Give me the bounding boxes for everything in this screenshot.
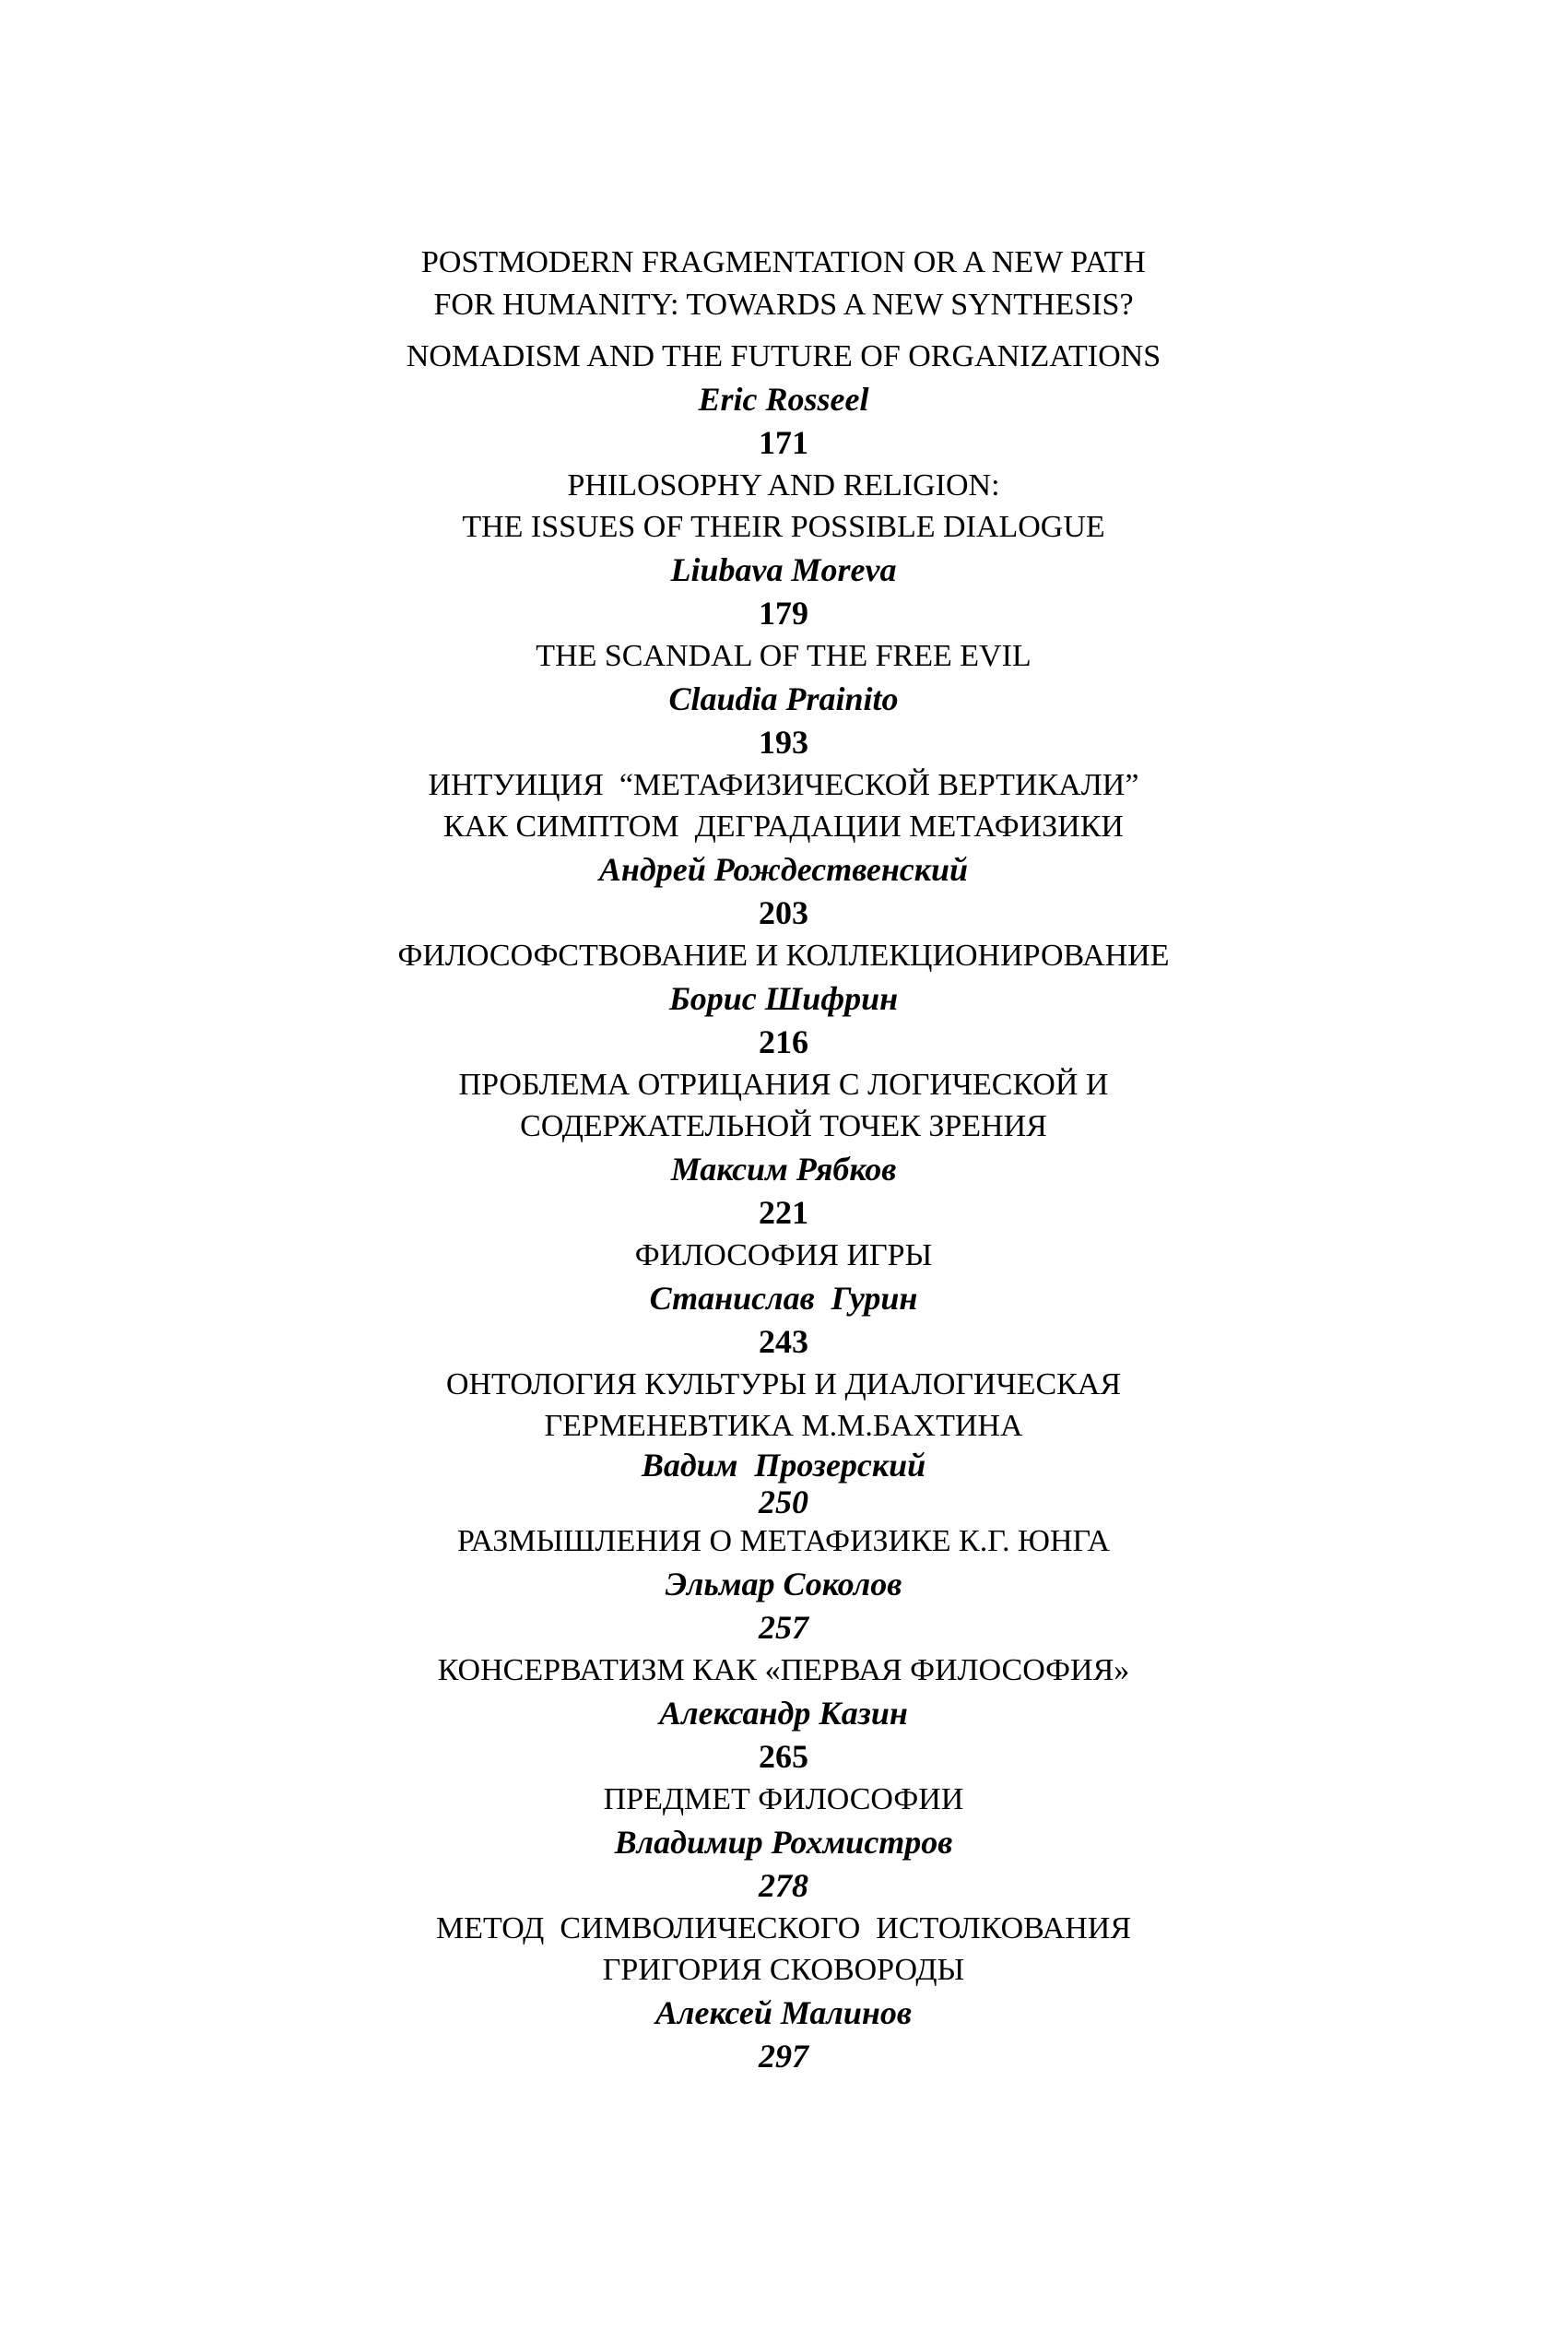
entry-title bbox=[230, 336, 1337, 377]
entry-title bbox=[230, 465, 1337, 548]
toc-entry bbox=[230, 935, 1337, 1064]
entry-title bbox=[230, 635, 1337, 677]
entry-page-number: 278 bbox=[759, 1867, 808, 1904]
entry-page-number: 250 bbox=[759, 1484, 808, 1520]
entry-title bbox=[230, 1649, 1337, 1691]
entry-title-line: КАК СИМПТОМ ДЕГРАДАЦИИ МЕТАФИЗИКИ bbox=[443, 810, 1124, 844]
entry-page-number: 221 bbox=[759, 1194, 808, 1231]
entry-author: Борис Шифрин bbox=[668, 980, 899, 1017]
entry-title bbox=[230, 935, 1337, 976]
entry-title-line: ФИЛОСОФИЯ ИГРЫ bbox=[634, 1238, 933, 1272]
entry-page-number: 203 bbox=[759, 894, 808, 931]
entry-title-line: NOMADISM AND THE FUTURE OF ORGANIZATIONS bbox=[406, 339, 1161, 373]
entry-title-line: РАЗМЫШЛЕНИЯ О МЕТАФИЗИКЕ К.Г. ЮНГА bbox=[456, 1524, 1111, 1558]
toc-entry bbox=[230, 465, 1337, 635]
entry-page-number: 243 bbox=[759, 1323, 808, 1360]
entry-title bbox=[230, 1779, 1337, 1820]
entry-author: Алексей Малинов bbox=[655, 1994, 912, 2031]
toc-entry bbox=[230, 1064, 1337, 1235]
entry-title-line: ПРОБЛЕМА ОТРИЦАНИЯ С ЛОГИЧЕСКОЙ И bbox=[458, 1068, 1109, 1102]
entry-page-number: 193 bbox=[759, 724, 808, 761]
entry-author: Вадим Прозерский bbox=[641, 1447, 926, 1484]
toc-entry bbox=[230, 1908, 1337, 2078]
entry-author: Эльмар Соколов bbox=[665, 1566, 902, 1602]
entry-title bbox=[230, 1235, 1337, 1276]
entry-title-line: THE SCANDAL OF THE FREE EVIL bbox=[536, 639, 1032, 673]
section-title-line: POSTMODERN FRAGMENTATION OR A NEW PATH bbox=[421, 245, 1146, 279]
entry-title-line: ОНТОЛОГИЯ КУЛЬТУРЫ И ДИАЛОГИЧЕСКАЯ bbox=[445, 1367, 1122, 1401]
entry-title bbox=[230, 764, 1337, 847]
entry-author: Максим Рябков bbox=[670, 1151, 897, 1188]
toc-entry bbox=[230, 1649, 1337, 1779]
entry-page-number: 297 bbox=[759, 2038, 808, 2075]
toc-entry bbox=[230, 1520, 1337, 1649]
entry-title-line: ИНТУИЦИЯ “МЕТАФИЗИЧЕСКОЙ ВЕРТИКАЛИ” bbox=[428, 768, 1139, 802]
entry-author: Владимир Рохмистров bbox=[614, 1824, 953, 1861]
entry-author: Александр Казин bbox=[659, 1695, 908, 1732]
section-title-line: FOR HUMANITY: TOWARDS A NEW SYNTHESIS? bbox=[433, 288, 1134, 322]
entry-author: Андрей Рождественский bbox=[598, 851, 969, 888]
entry-page-number: 265 bbox=[759, 1738, 808, 1775]
entry-title-line: THE ISSUES OF THEIR POSSIBLE DIALOGUE bbox=[462, 510, 1105, 544]
entry-author: Claudia Prainito bbox=[668, 680, 899, 717]
section-title bbox=[230, 242, 1337, 326]
entry-page-number: 179 bbox=[759, 595, 808, 632]
toc-entry bbox=[230, 764, 1337, 935]
entry-title-line: КОНСЕРВАТИЗМ КАК «ПЕРВАЯ ФИЛОСОФИЯ» bbox=[437, 1653, 1130, 1687]
entry-title-line: ГЕРМЕНЕВТИКА М.М.БАХТИНА bbox=[544, 1409, 1023, 1443]
entry-title-line: ПРЕДМЕТ ФИЛОСОФИИ bbox=[603, 1782, 964, 1816]
toc-entry bbox=[230, 1235, 1337, 1364]
entry-title-line: ГРИГОРИЯ СКОВОРОДЫ bbox=[602, 1953, 965, 1987]
toc-entry bbox=[230, 336, 1337, 465]
table-of-contents bbox=[230, 242, 1337, 2078]
toc-entry bbox=[230, 1364, 1337, 1520]
entry-title-line: МЕТОД СИМВОЛИЧЕСКОГО ИСТОЛКОВАНИЯ bbox=[435, 1911, 1131, 1945]
entry-title bbox=[230, 1520, 1337, 1562]
entry-title bbox=[230, 1364, 1337, 1447]
entry-author: Станислав Гурин bbox=[649, 1280, 918, 1317]
entry-title-line: ФИЛОСОФСТВОВАНИЕ И КОЛЛЕКЦИОНИРОВАНИЕ bbox=[397, 939, 1170, 973]
entry-author: Liubava Moreva bbox=[670, 551, 897, 588]
entry-title bbox=[230, 1908, 1337, 1991]
toc-entry bbox=[230, 1779, 1337, 1908]
toc-entry bbox=[230, 635, 1337, 764]
entry-page-number: 257 bbox=[759, 1609, 808, 1646]
entry-title-line: СОДЕРЖАТЕЛЬНОЙ ТОЧЕК ЗРЕНИЯ bbox=[520, 1109, 1047, 1143]
entry-page-number: 216 bbox=[759, 1023, 808, 1060]
entry-title bbox=[230, 1064, 1337, 1147]
entry-page-number: 171 bbox=[759, 424, 808, 461]
entry-title-line: PHILOSOPHY AND RELIGION: bbox=[567, 468, 1000, 502]
entry-author: Eric Rosseel bbox=[698, 381, 869, 418]
